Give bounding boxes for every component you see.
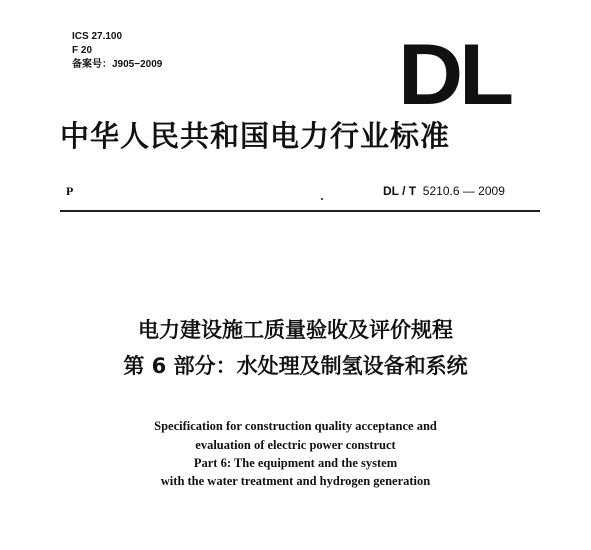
english-title-line-3: Part 6: The equipment and the system: [193, 456, 398, 470]
standard-code: 5210.6 — 2009: [422, 184, 505, 198]
registration-number: 备案号：J905−2009: [72, 59, 163, 70]
scan-dot: [321, 198, 323, 200]
english-title-line-2: evaluation of electric power construct: [195, 438, 396, 452]
ics-code: ICS 27.100: [72, 31, 123, 42]
standard-prefix: DL / T: [383, 184, 417, 198]
chinese-title-line-1: 电力建设施工质量验收及评价规程: [138, 318, 453, 342]
industry-standard-title: 中华人民共和国电力行业标准: [60, 119, 451, 153]
chinese-title-line-2: 第 6 部分：水处理及制氢设备和系统: [123, 354, 468, 378]
english-title-line-4: with the water treatment and hydrogen generation: [160, 474, 431, 488]
header-rule: [60, 210, 540, 212]
standard-class: P: [66, 184, 74, 198]
dl-logo: DL: [398, 27, 510, 123]
english-title-line-1: Specification for construction quality acceptance and: [154, 419, 437, 433]
category-code: F 20: [72, 45, 93, 56]
standard-number: [383, 184, 505, 198]
